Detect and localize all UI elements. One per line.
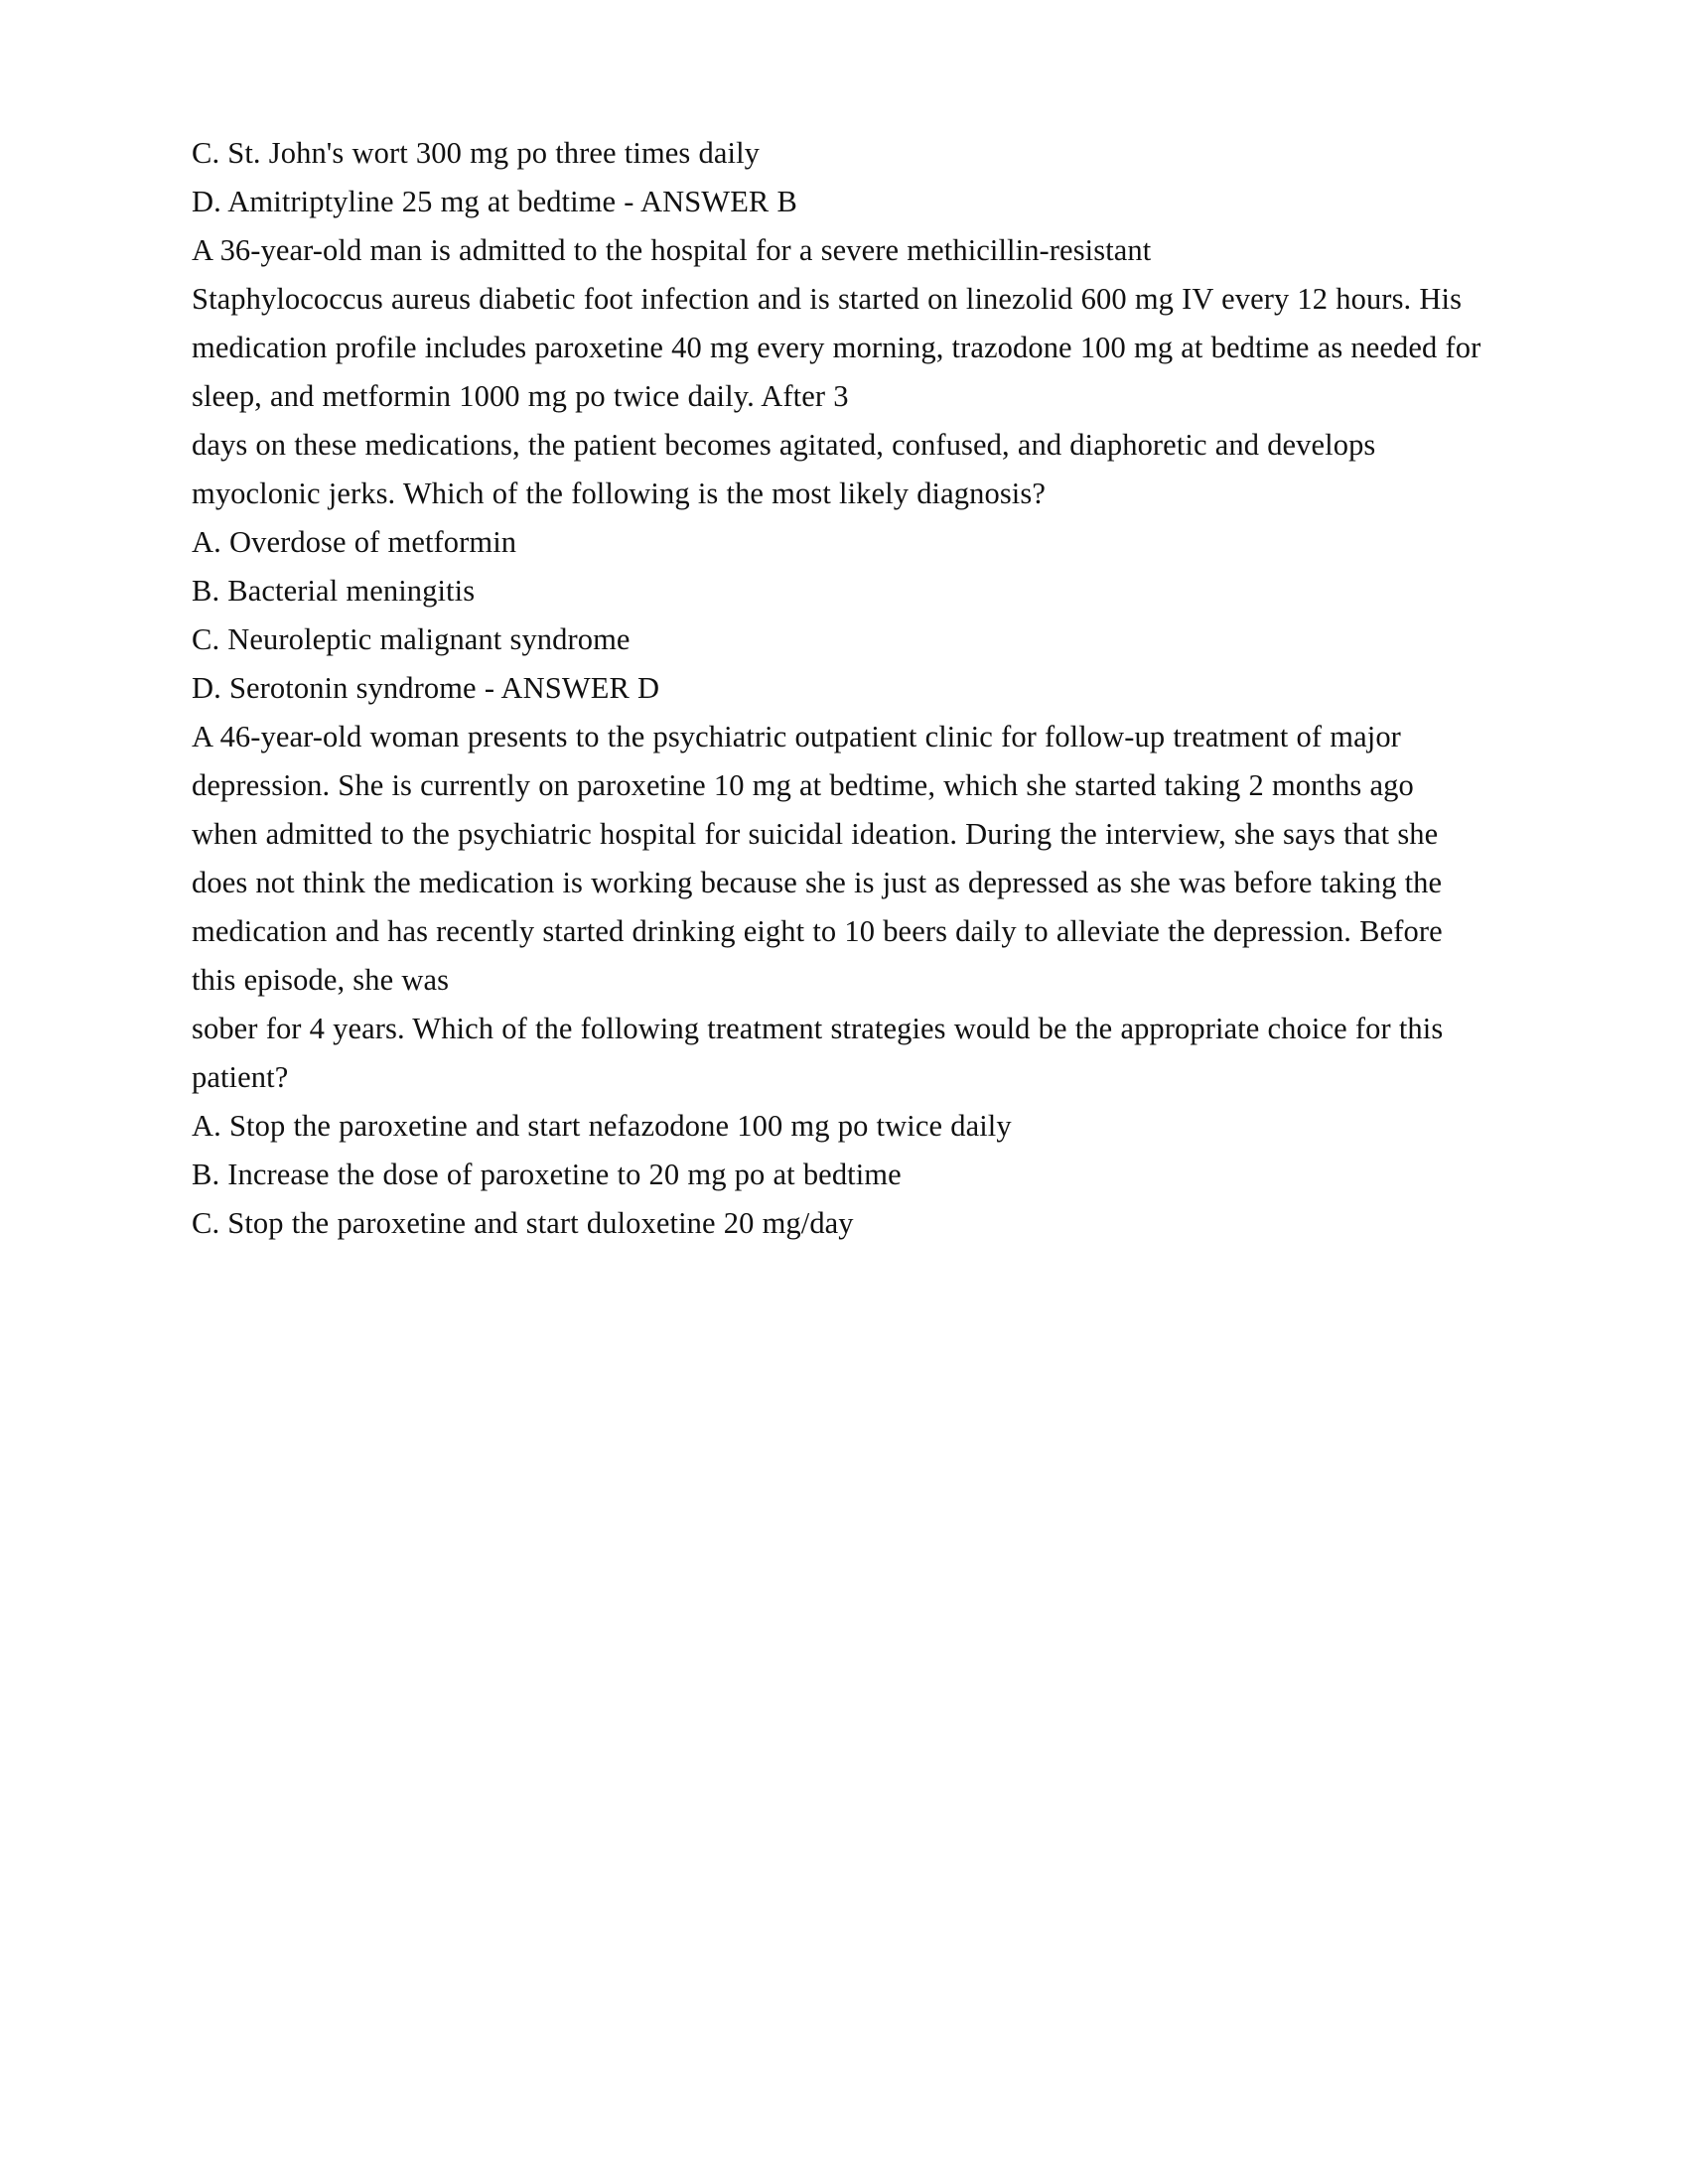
document-body bbox=[192, 129, 1482, 1248]
question-stem: A 46-year-old woman presents to the psychiatric outpatient clinic for follow-up treatment of major depression. She is currently on paroxetine 10 mg at bedtime, which she started taking 2 months ago when admitted to the psychiatric hospital for suicidal ideation. During the interview, she says that she does not think the medication is working because she is just as depressed as she was before taking the medication and has recently started drinking eight to 10 beers daily to alleviate the depression. Before this episode, she was bbox=[192, 720, 1443, 997]
answer-option: D. Serotonin syndrome - ANSWER D bbox=[192, 671, 660, 705]
question-stem: sober for 4 years. Which of the following treatment strategies would be the appropriate choice for this patient? bbox=[192, 1012, 1444, 1094]
answer-option: D. Amitriptyline 25 mg at bedtime - ANSWER B bbox=[192, 185, 797, 218]
question-stem: A 36-year-old man is admitted to the hospital for a severe methicillin-resistant bbox=[192, 233, 1152, 267]
answer-option: B. Increase the dose of paroxetine to 20 mg po at bedtime bbox=[192, 1158, 902, 1191]
question-stem: Staphylococcus aureus diabetic foot infection and is started on linezolid 600 mg IV every 12 hours. His medication profile includes paroxetine 40 mg every morning, trazodone 100 mg at bedtime as needed for sleep, and metformin 1000 mg po twice daily. After 3 bbox=[192, 282, 1481, 413]
question-stem: days on these medications, the patient becomes agitated, confused, and diaphoretic and develops myoclonic jerks. Which of the following is the most likely diagnosis? bbox=[192, 428, 1376, 510]
answer-option: C. Stop the paroxetine and start duloxetine 20 mg/day bbox=[192, 1206, 854, 1240]
answer-option: B. Bacterial meningitis bbox=[192, 574, 476, 608]
answer-option: A. Stop the paroxetine and start nefazodone 100 mg po twice daily bbox=[192, 1109, 1012, 1143]
answer-option: C. Neuroleptic malignant syndrome bbox=[192, 622, 631, 656]
answer-option: C. St. John's wort 300 mg po three times daily bbox=[192, 136, 760, 170]
answer-option: A. Overdose of metformin bbox=[192, 525, 517, 559]
